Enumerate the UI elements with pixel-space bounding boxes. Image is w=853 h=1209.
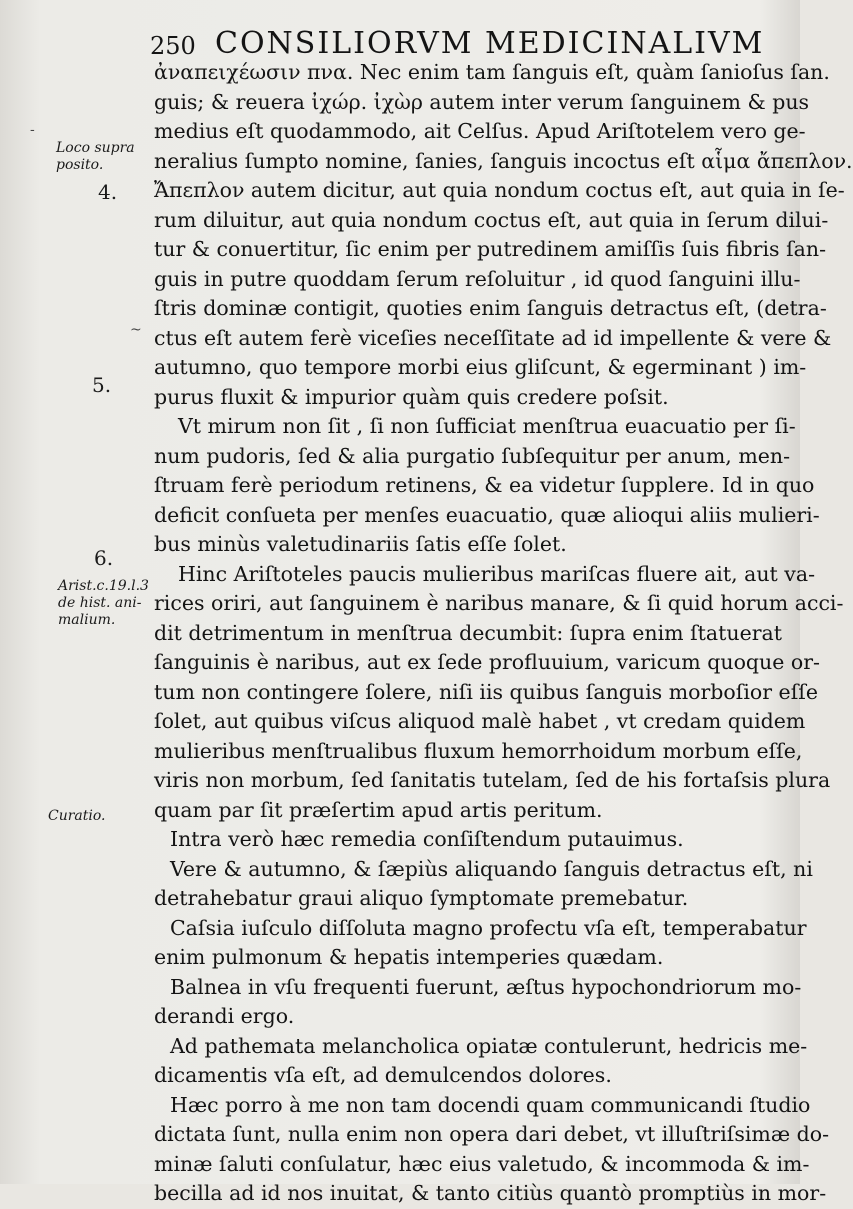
text-line: derandi ergo. bbox=[154, 1004, 295, 1028]
page-header bbox=[150, 26, 765, 62]
text-line: purus fluxit & impurior quàm quis credere poſsit. bbox=[154, 384, 669, 409]
margin-note-line: malium. bbox=[58, 612, 116, 628]
text-line: rum diluitur, aut quia nondum coctus eſt, aut quia in ſerum dilui- bbox=[154, 207, 829, 232]
running-head: CONSILIORVM MEDICINALIVM bbox=[215, 26, 765, 61]
margin-note-line: de hist. ani- bbox=[58, 595, 142, 611]
text-line: enim pulmonum & hepatis intemperies quædam. bbox=[154, 945, 664, 969]
margin-number-4: 4. bbox=[98, 180, 118, 204]
text-line: rices oriri, aut ſanguinem è naribus manare, & ſi quid horum acci- bbox=[154, 591, 844, 615]
text-line: ſtruam ferè periodum retinens, & ea videtur ſupplere. Id in quo bbox=[154, 473, 815, 497]
text-line: quam par ſit præſertim apud artis peritum. bbox=[154, 797, 603, 822]
text-line: autumno, quo tempore morbi eius gliſcunt, & egerminant ) im- bbox=[154, 355, 807, 379]
text-line: minæ ſaluti conſulatur, hæc eius valetudo, & incommoda & im- bbox=[154, 1151, 810, 1176]
text-line: becilla ad id nos inuitat, & tanto citiùs quantò promptiùs in mor- bbox=[154, 1181, 827, 1205]
text-line: ctus eſt autem ferè viceſies neceſſitate ad id impellente & vere & bbox=[154, 325, 832, 350]
text-line: guis; & reuera ἰχώρ. ἰχὼρ autem inter verum ſanguinem & pus bbox=[154, 89, 810, 114]
text-line: mulieribus menſtrualibus fluxum hemorrhoidum morbum eſſe, bbox=[154, 738, 803, 763]
margin-number-5: 5. bbox=[92, 373, 112, 397]
margin-note-line: posito. bbox=[56, 157, 104, 173]
paragraph-start: Hæc porro à me non tam docendi quam communicandi ſtudio bbox=[170, 1092, 811, 1117]
text-line: Ἄπεπλον autem dicitur, aut quia nondum coctus eſt, aut quia in ſe- bbox=[154, 178, 845, 202]
text-line: detrahebatur graui aliquo ſymptomate premebatur. bbox=[154, 886, 689, 910]
text-line: num pudoris, ſed & alia purgatio ſubſequitur per anum, men- bbox=[154, 443, 791, 468]
text-line: bus minùs valetudinariis ſatis eſſe ſolet. bbox=[154, 532, 567, 556]
margin-note-line: Arist.c.19.l.3 bbox=[58, 578, 149, 594]
margin-note-curatio: Curatio. bbox=[48, 808, 106, 824]
text-line: neralius ſumpto nomine, ſanies, ſanguis incoctus eſt αἷμα ἄπεπλον. bbox=[154, 148, 853, 173]
text-line: dictata ſunt, nulla enim non opera dari debet, vt illuſtriſsimæ do- bbox=[154, 1122, 830, 1146]
paragraph-start: Balnea in vſu frequenti fuerunt, æſtus hypochondriorum mo- bbox=[170, 974, 802, 999]
text-line: ſanguinis è naribus, aut ex ſede profluuium, varicum quoque or- bbox=[154, 650, 820, 674]
text-line: ſtris dominæ contigit, quoties enim ſanguis detractus eſt, (detra- bbox=[154, 296, 827, 320]
text-line: deficit conſueta per menſes euacuatio, quæ alioqui aliis mulieri- bbox=[154, 502, 820, 527]
margin-mark: ~ bbox=[130, 322, 142, 338]
paragraph-start: Hinc Ariſtoteles paucis mulieribus mariſcas fluere ait, aut va- bbox=[178, 561, 816, 586]
paragraph-start: Caſsia iuſculo diſſoluta magno profectu vſa eſt, temperabatur bbox=[170, 915, 807, 940]
paragraph-start: Intra verò hæc remedia conſiſtendum putauimus. bbox=[170, 827, 684, 851]
text-line: guis in putre quoddam ſerum reſoluitur , id quod ſanguini illu- bbox=[154, 266, 801, 291]
body-text bbox=[154, 58, 853, 1209]
paragraph-start: Ad pathemata melancholica opiatæ contulerunt, hedricis me- bbox=[170, 1033, 808, 1058]
page-number: 250 bbox=[150, 32, 196, 60]
text-line: viris non morbum, ſed ſanitatis tutelam, ſed de his fortaſsis plura bbox=[154, 768, 831, 792]
text-line: dicamentis vſa eſt, ad demulcendos dolores. bbox=[154, 1063, 612, 1087]
text-line: tur & conuertitur, ſic enim per putredinem amiſſis ſuis fibris ſan- bbox=[154, 237, 827, 261]
text-line: medius eſt quodammodo, ait Celſus. Apud Ariſtotelem vero ge- bbox=[154, 119, 806, 143]
paragraph-start: Vere & autumno, & ſæpiùs aliquando ſanguis detractus eſt, ni bbox=[170, 856, 813, 881]
margin-number-6: 6. bbox=[94, 546, 114, 570]
text-line: tum non contingere ſolere, niſi iis quibus ſanguis morboſior eſſe bbox=[154, 679, 818, 704]
text-line: dit detrimentum in menſtrua decumbit: ſupra enim ſtatuerat bbox=[154, 620, 782, 645]
margin-note-aristotle bbox=[58, 578, 149, 629]
text-line: ſolet, aut quibus viſcus aliquod malè habet , vt credam quidem bbox=[154, 709, 806, 733]
paragraph-start: Vt mirum non ſit , ſi non ſufficiat menſtrua euacuatio per ſi- bbox=[178, 414, 796, 438]
margin-mark: - bbox=[30, 122, 35, 138]
text-line: ἀναπειχέωσιν πνα. Nec enim tam ſanguis eſt, quàm ſanioſus ſan. bbox=[154, 60, 830, 84]
margin-note-line: Loco supra bbox=[56, 140, 135, 156]
margin-note-loco-supra bbox=[56, 140, 135, 174]
